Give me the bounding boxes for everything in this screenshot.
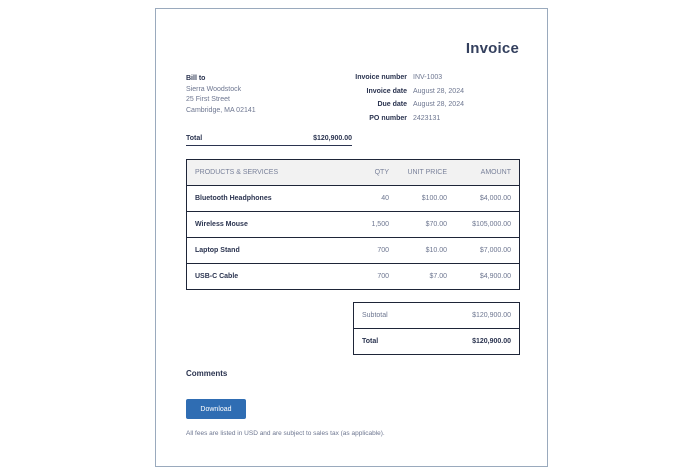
meta-label: Invoice number — [355, 74, 407, 81]
meta-label: Invoice date — [366, 87, 407, 95]
item-amount: $4,900.00 — [455, 264, 519, 290]
item-name: Laptop Stand — [187, 238, 359, 264]
meta-label: PO number — [369, 114, 407, 122]
summary-total-label: Total — [362, 338, 379, 345]
item-qty: 700 — [359, 264, 397, 290]
item-name: Wireless Mouse — [187, 212, 359, 238]
meta-row-invoice-date — [331, 88, 464, 102]
comments-heading: Comments — [186, 369, 228, 378]
item-amount: $4,000.00 — [479, 195, 511, 202]
invoice-sheet — [155, 8, 548, 467]
table-row — [187, 186, 519, 212]
table-header-row — [187, 160, 519, 186]
subtotal-value: $120,900.00 — [472, 312, 511, 319]
header-amount: AMOUNT — [455, 160, 519, 186]
invoice-total-value: $120,900.00 — [313, 135, 352, 142]
bill-to-city: Cambridge, MA 02141 — [186, 106, 256, 114]
subtotal-row — [354, 303, 519, 328]
line-items-table — [186, 159, 520, 290]
meta-value: August 28, 2024 — [413, 101, 464, 108]
summary-total-row — [354, 328, 519, 354]
meta-value: INV-1003 — [413, 74, 443, 81]
item-unit-price: $10.00 — [397, 238, 455, 264]
bill-to-block — [186, 74, 256, 116]
download-button[interactable]: Download — [186, 399, 246, 419]
item-unit-price: $70.00 — [397, 212, 455, 238]
item-qty: 1,500 — [359, 212, 397, 238]
invoice-total-label: Total — [186, 135, 203, 142]
bill-to-street: 25 First Street — [186, 96, 230, 103]
table-row — [187, 238, 519, 264]
item-amount: $7,000.00 — [455, 238, 519, 264]
subtotal-label: Subtotal — [362, 312, 388, 319]
item-amount: $105,000.00 — [455, 212, 519, 238]
meta-label: Due date — [377, 101, 407, 108]
item-name: Bluetooth Headphones — [195, 195, 272, 202]
meta-row-due-date — [331, 101, 464, 115]
invoice-meta — [331, 74, 464, 128]
footnote: All fees are listed in USD and are subject to sales tax (as applicable). — [186, 430, 385, 437]
summary-box — [353, 302, 520, 355]
summary-total-value: $120,900.00 — [472, 338, 511, 345]
item-qty: 40 — [381, 195, 389, 202]
table-row — [187, 264, 519, 290]
meta-value: August 28, 2024 — [413, 87, 464, 95]
meta-row-invoice-number — [331, 74, 464, 88]
meta-value: 2423131 — [413, 114, 441, 122]
header-qty: QTY — [359, 160, 397, 186]
item-unit-price: $100.00 — [421, 195, 447, 202]
item-name: USB-C Cable — [187, 264, 359, 290]
item-unit-price: $7.00 — [397, 264, 455, 290]
table-row — [187, 212, 519, 238]
bill-to-label: Bill to — [186, 75, 206, 82]
header-products: PRODUCTS & SERVICES — [187, 160, 359, 186]
bill-to-name: Sierra Woodstock — [186, 85, 242, 93]
invoice-total-line — [186, 135, 352, 146]
invoice-title: Invoice — [465, 40, 519, 57]
meta-row-po-number — [331, 115, 464, 129]
item-qty: 700 — [359, 238, 397, 264]
header-unit-price: UNIT PRICE — [397, 160, 455, 186]
